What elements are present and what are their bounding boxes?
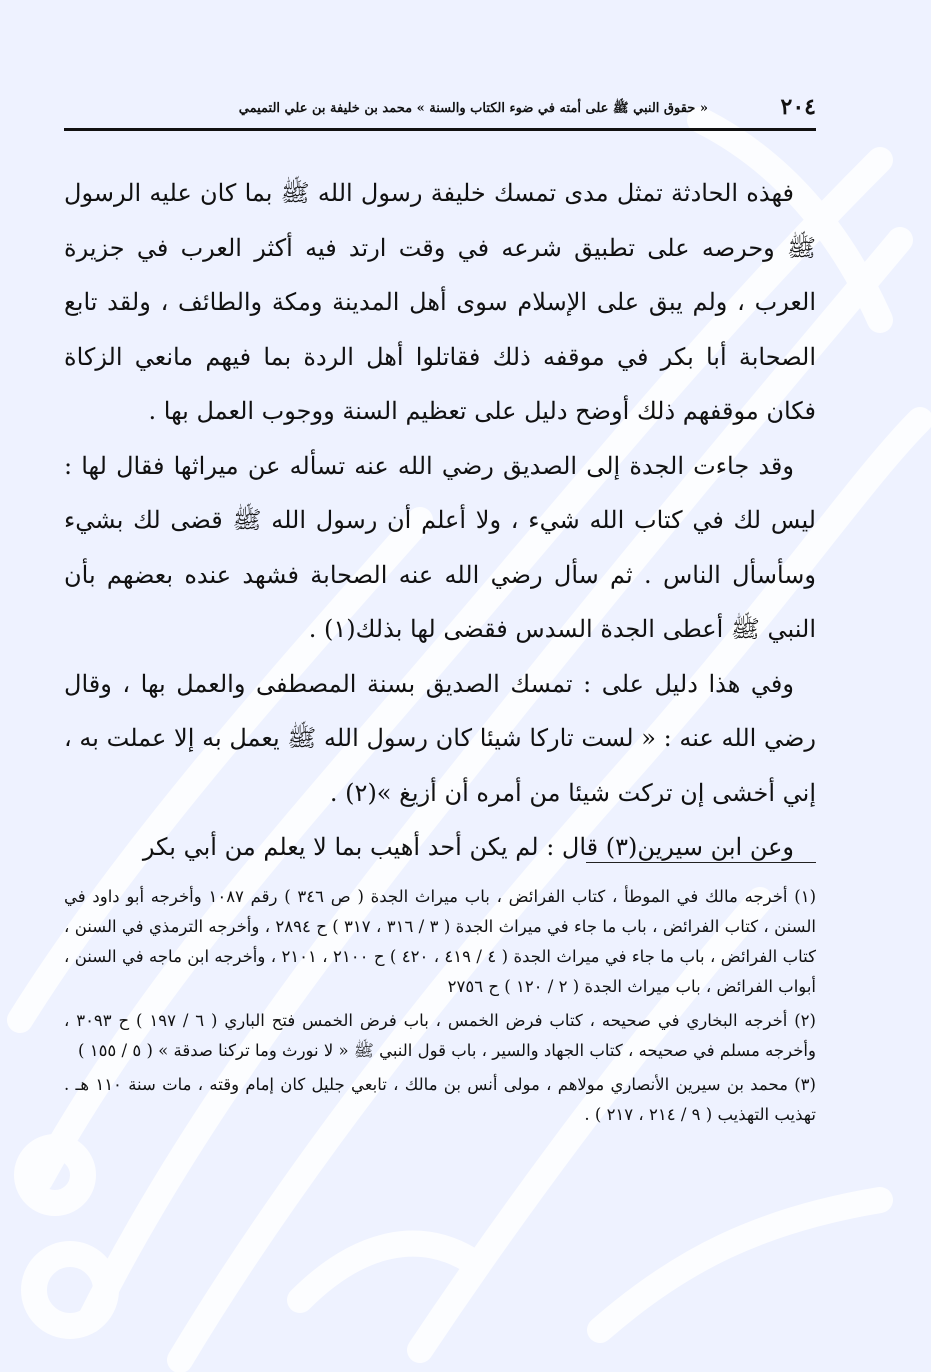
footnotes: [64, 882, 816, 1134]
paragraph-4: وعن ابن سيرين(٣) قال : لم يكن أحد أهيب بما لا يعلم من أبي بكر: [142, 833, 794, 861]
footnote-separator: [586, 862, 816, 863]
page-number: ٢٠٤: [780, 94, 816, 120]
paragraph-2: وقد جاءت الجدة إلى الصديق رضي الله عنه تسأله عن ميراثها فقال لها : ليس لك في كتاب الله شيء ، ولا أعلم أن رسول الله ﷺ قضى لك بشيء وسأسأل الناس . ثم سأل رضي الله عنه الصحابة فشهد عنده بعضهم بأن النبي ﷺ أعطى الجدة السدس فقضى لها بذلك(١) .: [64, 451, 816, 643]
main-text: [64, 166, 816, 875]
paragraph-3: وفي هذا دليل على : تمسك الصديق بسنة المصطفى والعمل بها ، وقال رضي الله عنه : « لست تاركا شيئا كان رسول الله ﷺ يعمل به إلا عملت به ، إني أخشى إن تركت شيئا من أمره أن أزيغ »(٢) .: [64, 669, 816, 807]
footnote-2: (٢) أخرجه البخاري في صحيحه ، كتاب فرض الخمس ، باب فرض الخمس فتح الباري ( ٦ / ١٩٧ ) ح ٣٠٩٣ ، وأخرجه مسلم في صحيحه ، كتاب الجهاد والسير ، باب قول النبي ﷺ « لا نورث وما تركنا صدقة » ( ٥ / ١٥٥ ): [64, 1011, 816, 1060]
footnote-1: (١) أخرجه مالك في الموطأ ، كتاب الفرائض ، باب ميراث الجدة ( ص ٣٤٦ ) رقم ١٠٨٧ وأخرجه أبو داود في السنن ، كتاب الفرائض ، باب ما جاء في ميراث الجدة ( ٣ / ٣١٦ ، ٣١٧ ) ح ٢٨٩٤ ، وأخرجه الترمذي في السنن ، كتاب الفرائض ، باب ما جاء في ميراث الجدة ( ٤ / ٤١٩ ، ٤٢٠ ) ح ٢١٠٠ ، ٢١٠١ ، وأخرجه ابن ماجه في السنن ، أبواب الفرائض ، باب ميراث الجدة ( ٢ / ١٢٠ ) ح ٢٧٥٦: [64, 887, 816, 996]
running-title: « حقوق النبي ﷺ على أمته في ضوء الكتاب والسنة » محمد بن خليفة بن علي التميمي: [238, 101, 708, 116]
page-header: [64, 92, 816, 131]
paragraph-1: فهذه الحادثة تمثل مدى تمسك خليفة رسول الله ﷺ بما كان عليه الرسول ﷺ وحرصه على تطبيق شرعه في وقت ارتد فيه أكثر العرب في جزيرة العرب ، ولم يبق على الإسلام سوى أهل المدينة ومكة والطائف ، ولقد تابع الصحابة أبا بكر في موقفه ذلك فقاتلوا أهل الردة بما فيهم مانعي الزكاة فكان موقفهم ذلك أوضح دليل على تعظيم السنة ووجوب العمل بها .: [64, 179, 816, 425]
footnote-3: (٣) محمد بن سيرين الأنصاري مولاهم ، مولى أنس بن مالك ، تابعي جليل كان إمام وقته ، مات سنة ١١٠ هـ . تهذيب التهذيب ( ٩ / ٢١٤ ، ٢١٧ ) .: [64, 1075, 816, 1124]
